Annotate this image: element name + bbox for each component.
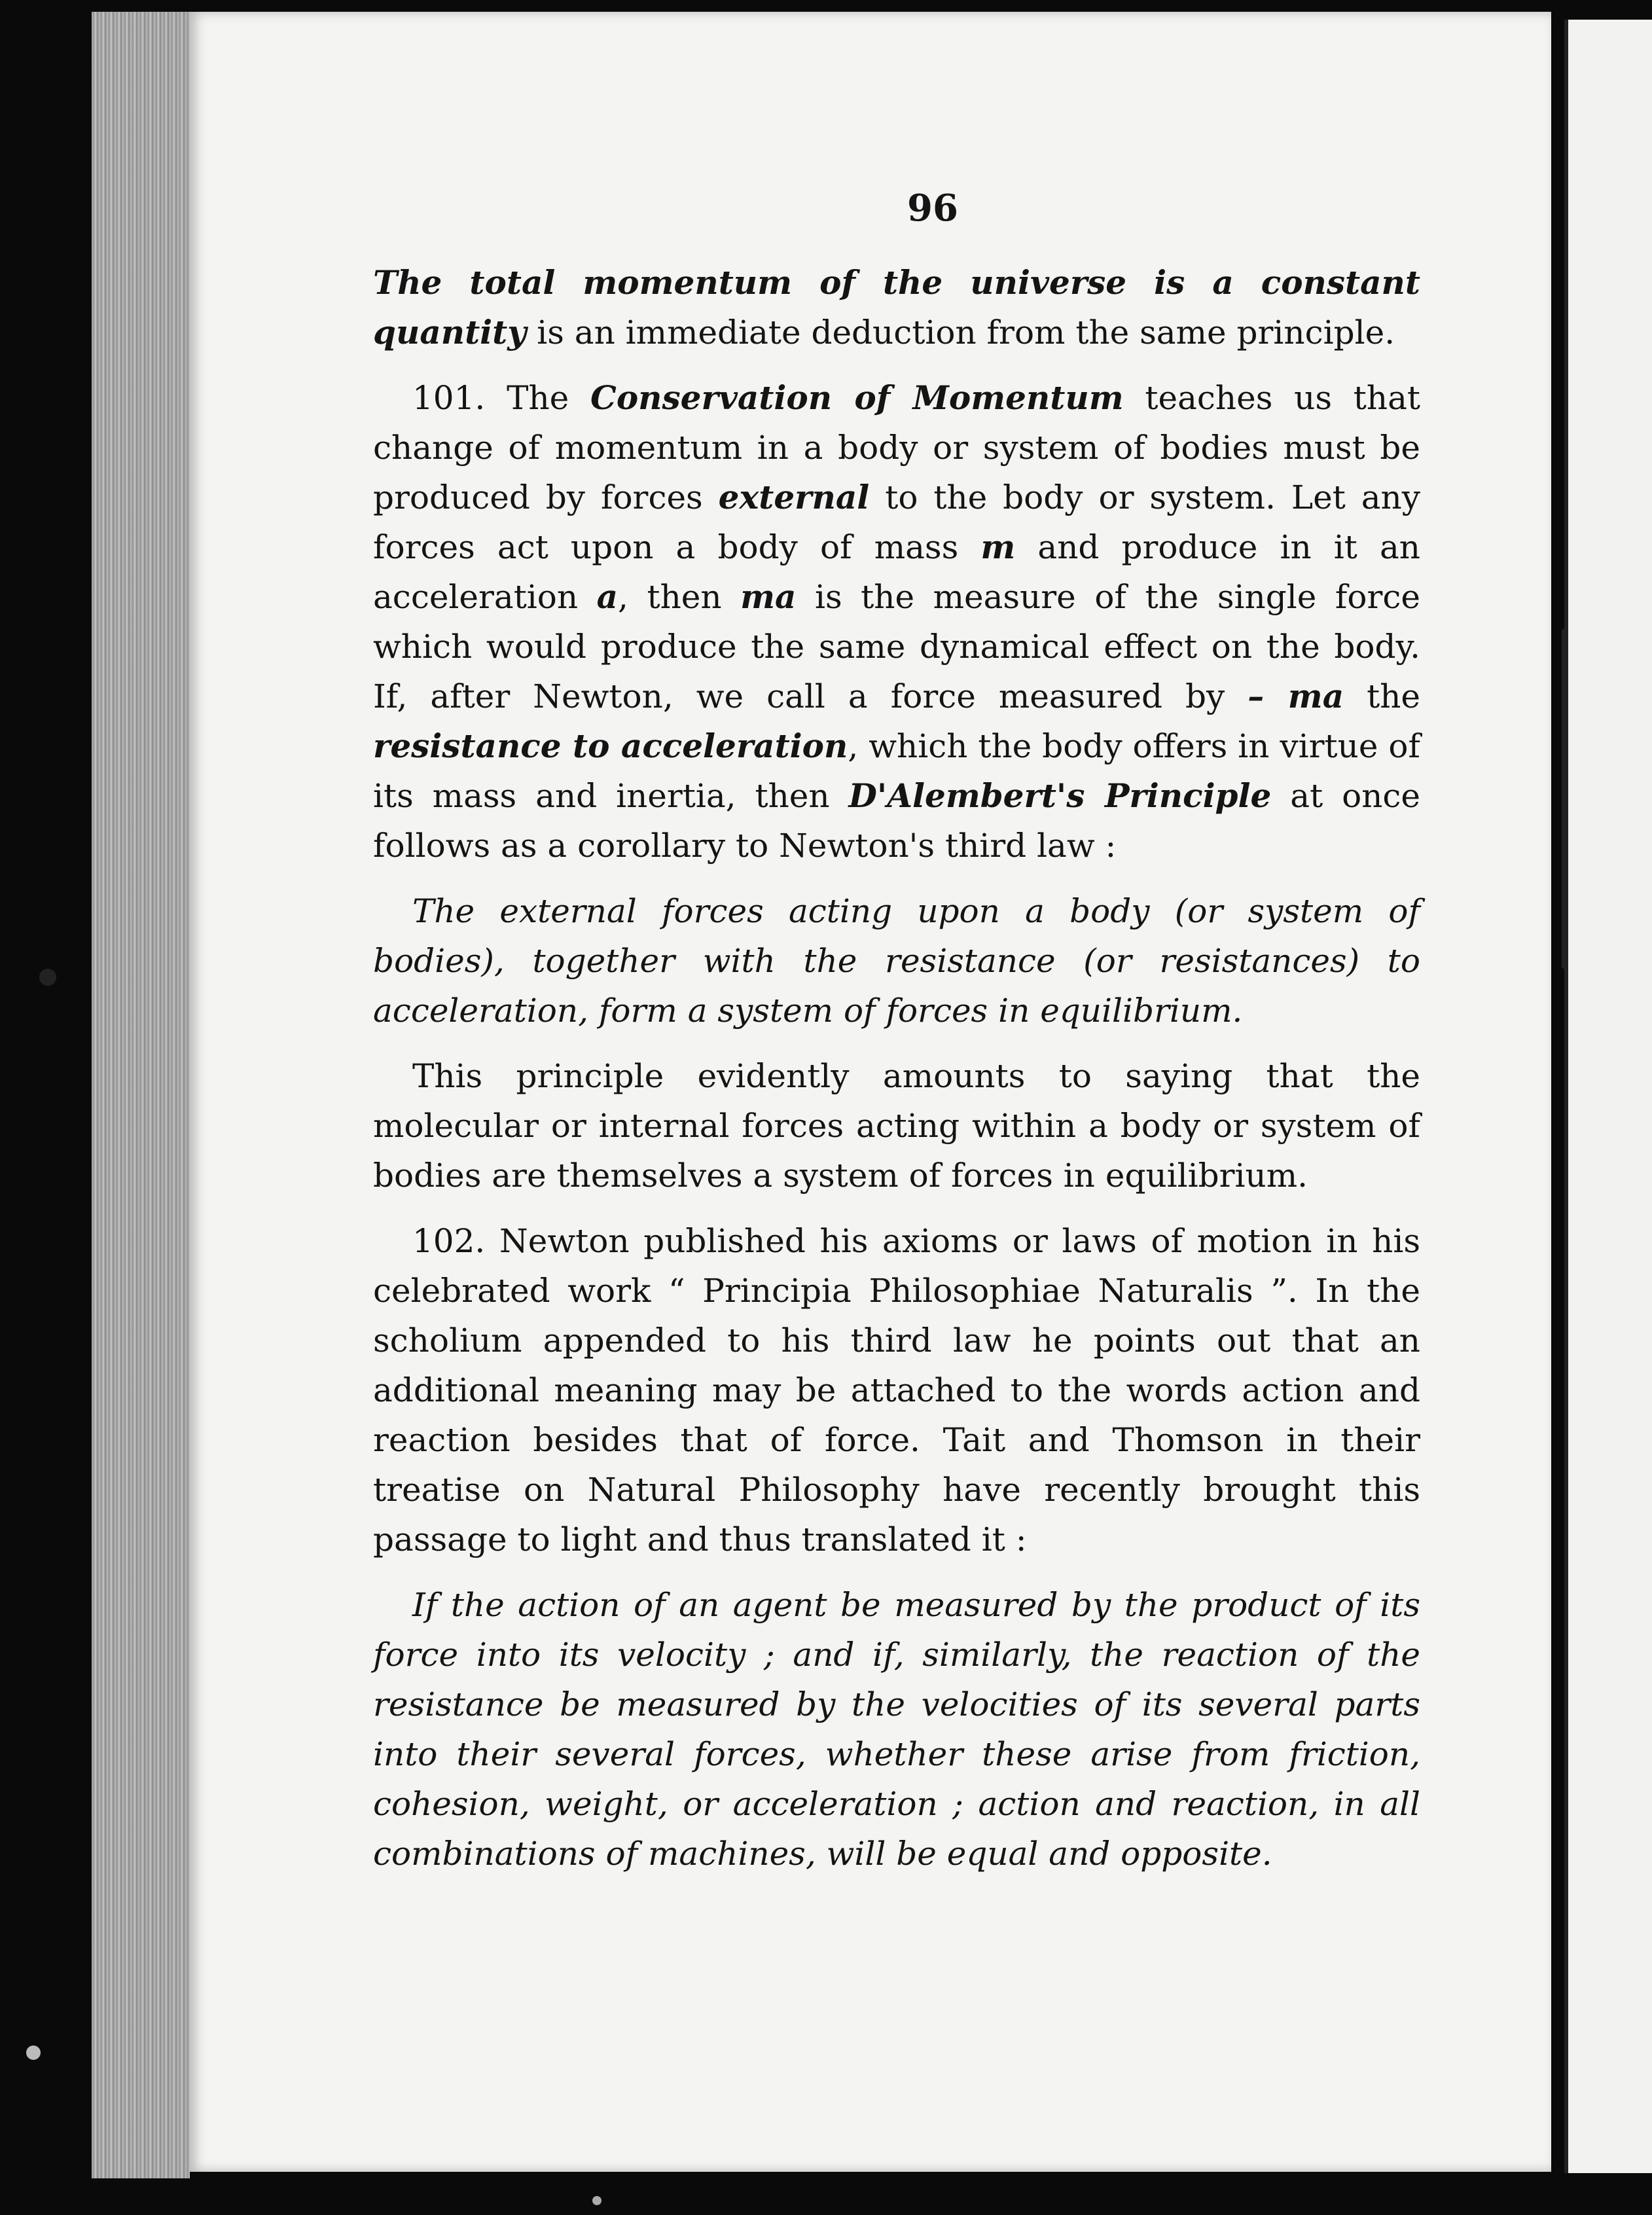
paragraph-102: 102. Newton published his axioms or laws of motion in his celebrated work “ Principia Philosophiae Naturalis ”. In the scholium appended to his third law he points out that an additional meaning may be attached to the words action and reaction besides that of force. Tait and Thomson in their treatise on Natural Philosophy have recently brought this passage to light and thus translated it : bbox=[373, 1222, 1420, 1558]
p101-text: the bbox=[1344, 677, 1420, 715]
adjacent-page-shadow bbox=[1562, 628, 1568, 969]
quote-dalembert: The external forces acting upon a body (or system of bodies), together with the resistance (or resistances) to acceleration, form a system of forces in equilibrium. bbox=[373, 892, 1420, 1030]
p101-emphasis: – ma bbox=[1248, 677, 1344, 715]
page-number: 96 bbox=[907, 187, 958, 230]
quote-newton-scholium: If the action of an agent be measured by the product of its force into its velocity ; and if, similarly, the reaction of the resistance be measured by the velocities of its several parts into their several forces, whether these arise from friction, cohesion, weight, or acceleration ; action and reaction, in all combinations of machines, will be equal and opposite. bbox=[373, 1586, 1420, 1873]
intro-rest: is an immediate deduction from the same principle. bbox=[537, 314, 1395, 351]
p101-emphasis: Conservation of Momentum bbox=[590, 378, 1124, 417]
p101-text: to the body or system. Let any forces act upon a body of mass bbox=[373, 478, 1420, 566]
paragraph-principle: This principle evidently amounts to saying that the molecular or internal forces acting within a body or system of bodies are themselves a system of forces in equilibrium. bbox=[373, 1057, 1420, 1195]
paragraph-intro bbox=[373, 258, 1420, 357]
p101-text: is the measure of the single force which would produce the same dynamical effect on the body. If, after Newton, we call a force measured by bbox=[373, 578, 1420, 715]
adjacent-page bbox=[1564, 20, 1652, 2173]
p101-text: teaches us that change of momentum in a body or system of bodies must be produced by forces bbox=[373, 379, 1420, 516]
page-text bbox=[373, 183, 1420, 1894]
p101-emphasis: resistance to acceleration bbox=[373, 727, 848, 765]
paragraph-101 bbox=[373, 373, 1420, 871]
p101-text: , which the body offers in virtue of its mass and inertia, then bbox=[373, 727, 1420, 815]
scan-speck bbox=[592, 2196, 602, 2205]
intro-italic: The total momentum of the universe is a constant quantity bbox=[373, 263, 1420, 351]
p101-emphasis: D'Alembert's Principle bbox=[848, 776, 1272, 815]
p101-emphasis: external bbox=[718, 478, 870, 516]
p101-text: 101. The bbox=[412, 379, 591, 417]
p101-text: at once follows as a corollary to Newton's third law : bbox=[373, 777, 1420, 865]
scan-speck bbox=[26, 2045, 41, 2060]
p101-text: , then bbox=[618, 578, 741, 616]
p101-emphasis: ma bbox=[740, 577, 797, 616]
p101-emphasis: m bbox=[980, 528, 1016, 566]
scan-speck bbox=[39, 969, 56, 986]
p101-emphasis: a bbox=[596, 577, 619, 616]
p101-text: and produce in it an acceleration bbox=[373, 528, 1420, 616]
page-stack-edge bbox=[92, 12, 190, 2178]
